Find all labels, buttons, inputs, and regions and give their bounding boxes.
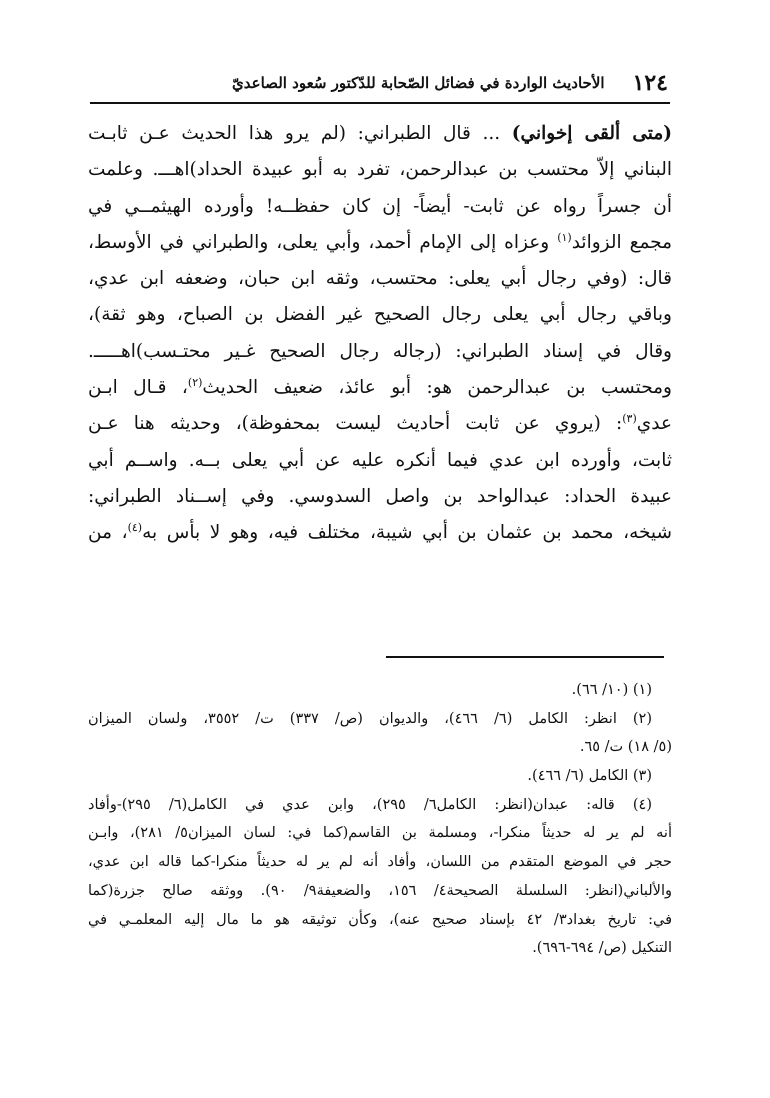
text-line-6: وباقي رجال أبي يعلى رجال الصحيح غير الفضل بن الصباح، وهو ثقة)، [88,304,672,326]
page-header [92,66,668,100]
footnote-4-line-5: في: تاريخ بغداد٣/ ٤٢ بإسناد صحيح عنه)، وكأن توثيقه هو ما مال إليه المعلمـي في [88,911,672,928]
footnote-4-line-4: والألباني(انظر: السلسلة الصحيحة٤/ ١٥٦، والضعيفة٩/ ٩٠). ووثقه صالح جزرة(كما [88,882,672,899]
footnote-3: (٣) الكامل (٦/ ٤٦٦). [527,768,652,785]
footnote-ref-3: (٣) [622,412,637,426]
footnote-2-continued: (٥/ ١٨) ت/ ٦٥. [579,739,672,756]
text-line-8: ومحتسب بن عبدالرحمن هو: أبو عائذ، ضعيف الحديث$^{(٢)}$، قـال ابـن [88,375,672,399]
text-line-2: البناني إلاّ محتسب بن عبدالرحمن، تفرد به أبو عبيدة الحداد)اهـــ. وعلمت [88,159,672,181]
text-line-3: أن جسراً رواه عن ثابت- أيضاً- إن كان حفظــه! وأورده الهيثمــي في [88,195,672,217]
footnote-4-line-3: حجر في الموضع المتقدم من اللسان، وأفاد أنه لم ير له حديثاً منكرا-كما قاله ابن عدي، [88,854,672,871]
footnote-2: (٢) انظر: الكامل (٦/ ٤٦٦)، والديوان (ص/ ٣٣٧) ت/ ٣٥٥٢، ولسان الميزان [88,710,653,727]
header-rule [90,102,670,104]
footnotes [88,676,672,963]
text-line-4: مجمع الزوائد$^{(١)}$ وعزاه إلى الإمام أحمد، وأبي يعلى، والطبراني في الأوسط، [88,230,672,253]
footnote-ref-4: (٤) [127,521,143,535]
footnote-4-line-2: أنه لم ير له حديثاً منكرا-، ومسلمة بن القاسم(كما في: لسان الميزان٥/ ٢٨١)، وابـن [88,825,672,842]
footnote-separator [386,656,664,658]
page-number: ١٢٤ [632,70,668,96]
running-title: الأحاديث الواردة في فضائل الصّحابة للدّكتور سُعود الصاعديّ [232,74,605,92]
text-line-1: (متى ألقى إخواني) ... قال الطبراني: (لم يرو هذا الحديث عـن ثابـت [88,123,672,144]
footnote-ref-1: (١) [557,230,572,244]
text-line-9: عدي$^{(٣)}$: (يروي عن ثابت أحاديث ليست بمحفوظة)، وحديثه هنا عـن [88,412,672,435]
footnote-ref-2: (٢) [187,375,203,389]
footnote-4-line-6: التنكيل (ص/ ٦٩٤-٦٩٦). [532,940,672,957]
text-line-12: شيخه، محمد بن عثمان بن أبي شيبة، مختلف فيه، وهو لا بأس به$^{(٤)}$، من [88,521,672,544]
text-line-5: قال: (وفي رجال أبي يعلى: محتسب، وثقه ابن حبان، وضعفه ابن عدي، [88,268,672,290]
text-line-10: ثابت، وأورده ابن عدي فيما أنكره عليه عن أبي يعلى بــه. واســم أبي [88,449,672,471]
quoted-hadith-title: (متى ألقى إخواني) [511,123,672,144]
main-text [88,116,672,552]
footnote-4: (٤) قاله: عبدان(انظر: الكامل٦/ ٢٩٥)، وابن عدي في الكامل(٦/ ٢٩٥)-وأفاد [88,796,652,813]
text-line-11: عبيدة الحداد: عبدالواحد بن واصل السدوسي. وفي إســناد الطبراني: [88,485,672,507]
text-line-7: وقال في إسناد الطبراني: (رجاله رجال الصحيح غـير محتـسب)اهـــــ. [88,340,672,362]
footnote-1: (١) (١٠/ ٦٦). [571,682,652,698]
